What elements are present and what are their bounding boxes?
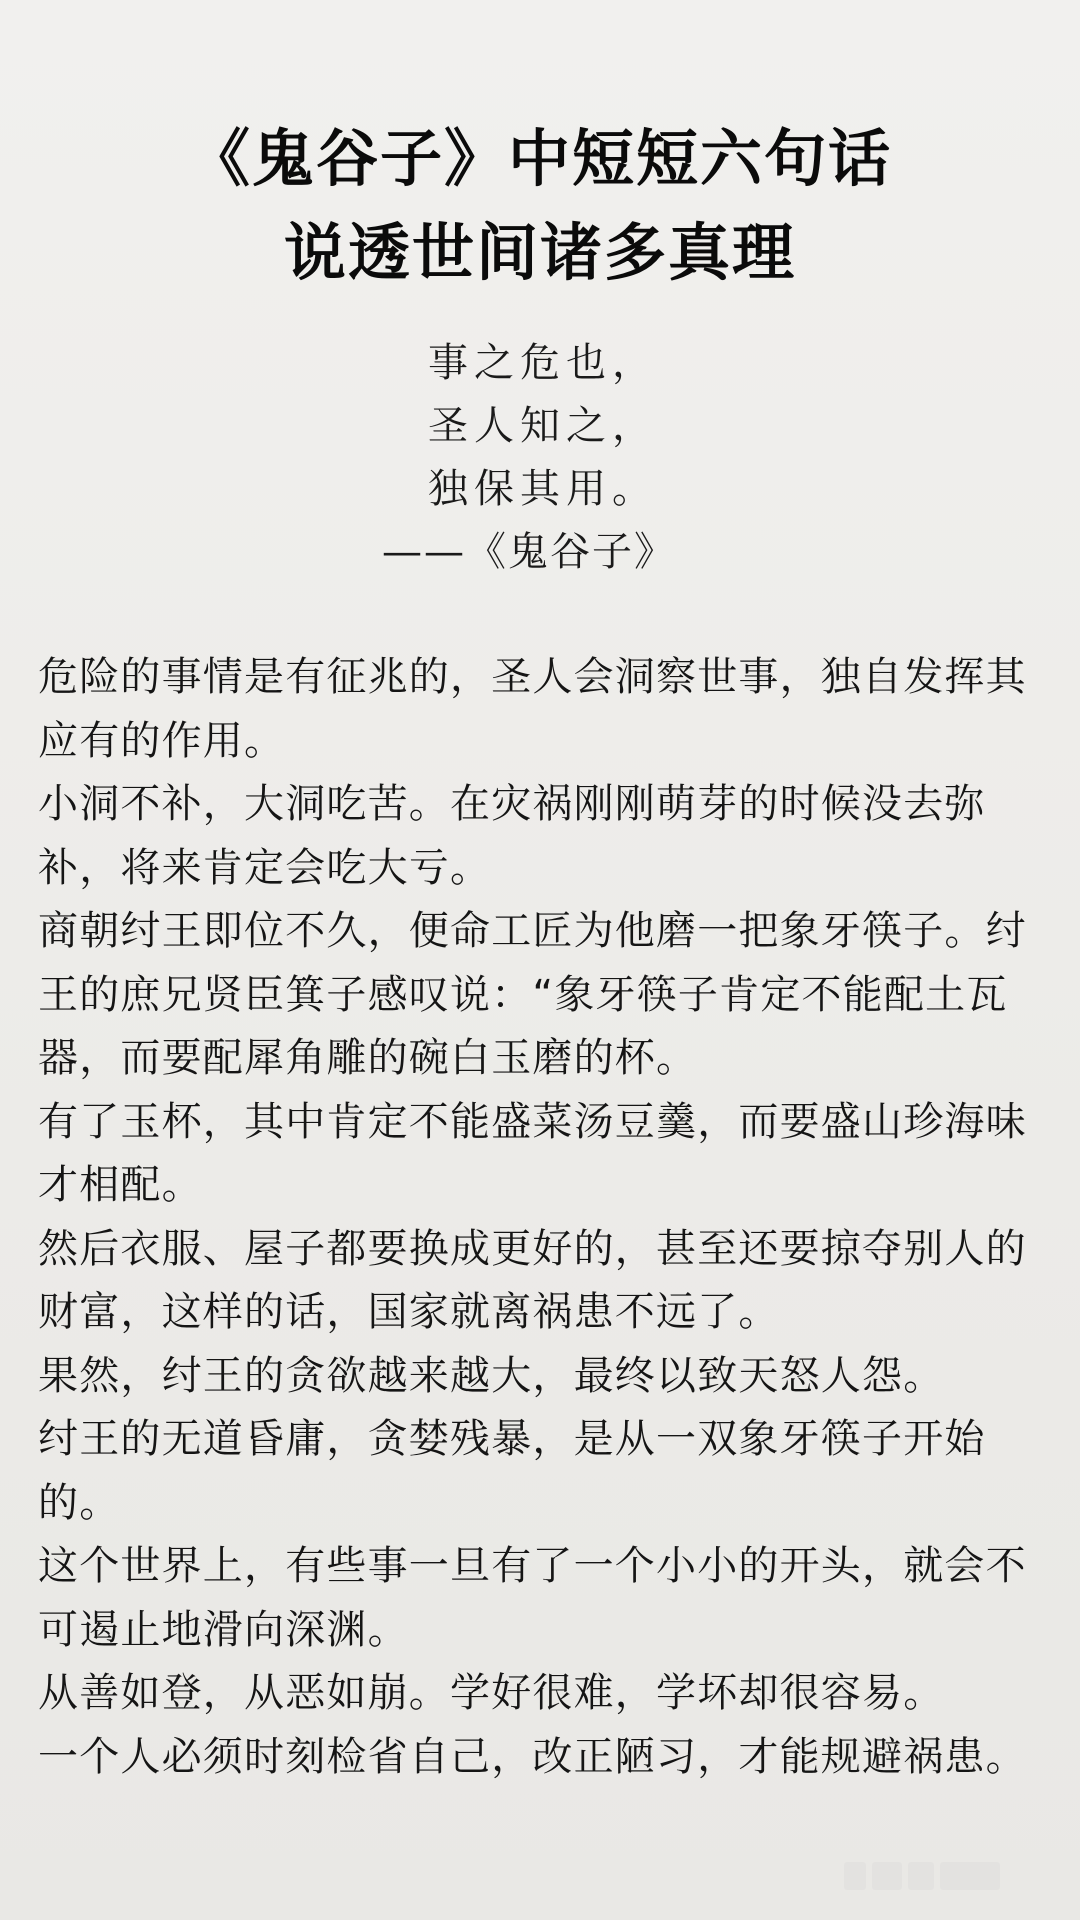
paragraph: 然后衣服、屋子都要换成更好的，甚至还要掠夺别人的财富，这样的话，国家就离祸患不远了。 bbox=[38, 1225, 1027, 1335]
paragraph: 小洞不补，大洞吃苦。在灾祸刚刚萌芽的时候没去弥补，将来肯定会吃大亏。 bbox=[38, 781, 986, 891]
paragraph: 商朝纣王即位不久，便命工匠为他磨一把象牙筷子。纣王的庶兄贤臣箕子感叹说：“象牙筷子肯定不能配土瓦器，而要配犀角雕的碗白玉磨的杯。 bbox=[38, 908, 1027, 1081]
paragraph: 一个人必须时刻检省自己，改正陋习，才能规避祸患。 bbox=[38, 1733, 1027, 1780]
paragraph: 纣王的无道昏庸，贪婪残暴，是从一双象牙筷子开始的。 bbox=[38, 1416, 986, 1526]
paragraph: 危险的事情是有征兆的，圣人会洞察世事，独自发挥其应有的作用。 bbox=[38, 654, 1027, 764]
title-line-2: 说透世间诸多真理 bbox=[283, 216, 796, 289]
quote-line-1: 事之危也， bbox=[428, 340, 658, 386]
quote-line-3: 独保其用。 bbox=[428, 466, 658, 512]
quote-line-2: 圣人知之， bbox=[428, 403, 658, 449]
watermark bbox=[844, 1862, 1054, 1902]
article-body bbox=[38, 646, 1048, 1789]
classical-quote bbox=[0, 332, 1080, 584]
paragraph: 果然，纣王的贪欲越来越大，最终以致天怒人怨。 bbox=[38, 1352, 945, 1399]
paragraph: 有了玉杯，其中肯定不能盛菜汤豆羹，而要盛山珍海味才相配。 bbox=[38, 1098, 1027, 1208]
paragraph: 从善如登，从恶如崩。学好很难，学坏却很容易。 bbox=[38, 1670, 945, 1716]
paragraph: 这个世界上，有些事一旦有了一个小小的开头，就会不可遏止地滑向深渊。 bbox=[38, 1543, 1027, 1653]
quote-source: ——《鬼谷子》 bbox=[382, 529, 676, 575]
article-title bbox=[0, 112, 1080, 300]
title-line-1: 《鬼谷子》中短短六句话 bbox=[187, 122, 892, 195]
